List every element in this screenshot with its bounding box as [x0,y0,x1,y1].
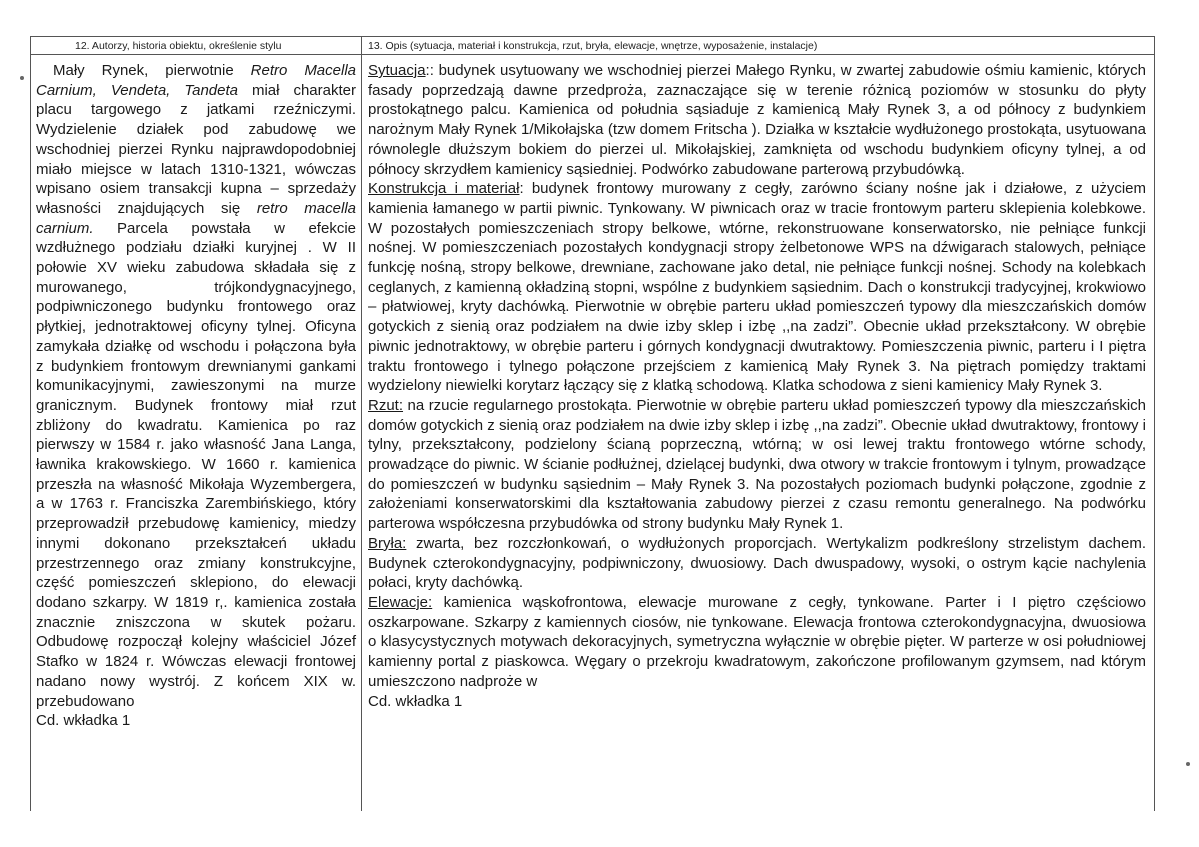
rzut-text: na rzucie regularnego prostokąta. Pierwotnie w obrębie parteru układ pomieszczeń typowy dla mieszczańskich domów gotyckich z sienią oraz podziałem na dwie izby sklep i izbę ,,na zadzi”. Obecnie układ dwutraktowy, frontowy i tylny, przekształcony, podzielony ścianą poprzeczną, wtórną; w osi lewej traktu frontowego wtórne schody, prowadzące do piwnic. W ścianie podłużnej, dzielącej budynki, dwa otwory w trakcie frontowym i tylnym, prowadzące do pomieszczeń w budynku sąsiednim – Mały Rynek 3. Na pozostałych poziomach budynki połączone, zgodnie z założeniami konserwatorskimi dla kształtowania zabudowy pierzei z czasu remontu generalnego. Na podwórku parterowa współczesna przybudówka od strony budynku Mały Rynek 1. [368,396,1146,533]
section-konstrukcja [368,179,1146,396]
sytuacja-text: :: budynek usytuowany we wschodniej pierzei Małego Rynku, w zwartej zabudowie ośmiu kamienic, których fasady poprzedzają dawne przedproża, zaznaczające się w terenie różnicą poziomów w stosunku do płyty prostokątnego palcu. Kamienica od południa sąsiaduje z kamienicą Mały Rynek 3, a od północy z budynkiem narożnym Mały Rynek 1/Mikołajska (tzw domem Fritscha ). Działka w kształcie wydłużonego prostokąta, usytuowana równolegle dłuższym bokiem do pierzei ul. Mikołajskiej, zamknięta od wschodu budynkiem oficyny tylnej, a od północy skrzydłem kamienicy sąsiedniej. Podwórko zabudowane parterową przybudówką. [368,62,1146,178]
history-text-retro-macella: retro macella carnium. [36,199,356,237]
top-rule [30,36,1155,37]
right-column-header: 13. Opis (sytuacja, materiał i konstrukcja, rzut, bryła, elewacje, wnętrze, wyposażenie, instalacje) [368,40,818,52]
section-rzut [368,396,1146,534]
elewacje-label: Elewacje: [368,593,433,611]
scan-speck [1186,762,1190,766]
history-continuation: Cd. wkładka 1 [36,712,131,730]
left-column-header: 12. Autorzy, historia obiektu, określenie stylu [75,40,282,52]
konstrukcja-text: : budynek frontowy murowany z cegły, zarówno ściany nośne jak i działowe, z użyciem kamienia łamanego w partii piwnic. Tynkowany. W piwnicach oraz w tracie frontowym parteru sklepienia kolebkowe. W pozostałych pomieszczeniach stropy belkowe, wtórne, rekonstruowane konserwatorsko, nie pełniące funkcji nośnej. W pomieszczeniach pozostałych kondygnacji stropy żelbetonowe WPS na dźwigarach stalowych, pełniące funkcję nośną, stropy belkowe, drewniane, zachowane jako detal, nie pełniące funkcji nośnej. Schody na kolebkach ceglanych, z kamienną okładziną stopni, wspólne z budynkiem sąsiednim. Dach o konstrukcji tradycyjnej, krokwiowo – płatwiowej, kryty dachówką. Pierwotnie w obrębie parteru układ pomieszczeń typowy dla mieszczańskich domów gotyckich z sienią oraz podziałem na dwie izby sklep i izbę ,,na zadzi”. Obecnie układ przekształcony. W obrębie piwnic jednotraktowy, w obrębie parteru i górnych kondygnacji dwutraktowy. Pomieszczenia piwnic, parteru i I piętra traktu frontowego i tylnego połączone przejściem z kamienicą Mały Rynek 3. Na piętrach pomiędzy traktami wydzielony niewielki korytarz łączący się z klatką schodową. Klatka schodowa z sieni kamienicy Mały Rynek 3. [368,180,1146,395]
description-column [368,61,1146,711]
section-elewacje [368,593,1146,692]
rzut-label: Rzut: [368,396,404,414]
history-text-main: Parcela powstała w efekcie wzdłużnego podziału działki kuryjnej . W II połowie XV wieku zabudowa składała się z murowanego, trójkondygnacyjnego, podpiwniczonego budynku frontowego oraz płytkiej, jednotraktowej oficyny tylnej. Oficyna zamykała działkę od wschodu i połączona była z budynkiem frontowym drewnianymi gankami komunikacyjnymi, zawieszonymi na murze granicznym. Budynek frontowy miał rzut zbliżony do kwadratu. Kamienica po raz pierwszy w 1584 r. jako własność Jana Langa, ławnika krakowskiego. W 1660 r. kamienica przeszła na własność Mikołaja Wyzembergera, a w 1763 r. Franciszka Zarembińskiego, który przeprowadził przebudowę kamienicy, miedzy innymi dokonano przekształceń układu przestrzennego oraz zmiany konstrukcyjne, część pomieszczeń sklepiono, do elewacji dodano szkarpy. W 1819 r,. kamienica została znacznie zniszczona w skutek pożaru. Odbudowę rozpoczął kolejny właściciel Józef Stafko w 1824 r. Wówczas elewacji frontowej nadano nowy wystrój. Z końcem XIX w. przebudowano [36,219,356,710]
konstrukcja-label: Konstrukcja i materiał [368,180,520,198]
scan-speck [20,76,24,80]
history-column [36,61,356,731]
sytuacja-label: Sytuacja [368,62,426,79]
description-continuation: Cd. wkładka 1 [368,692,463,710]
bryla-label: Bryła: [368,534,407,552]
history-text-intro: Mały Rynek, pierwotnie [52,62,251,79]
column-divider [361,36,362,811]
bryla-text: zwarta, bez rozczłonkowań, o wydłużonych proporcjach. Wertykalizm podkreślony strzelistym dachem. Budynek czterokondygnacyjny, podpiwniczony, dwuosiowy. Dach dwuspadowy, wysoki, o ostrym kącie nachylenia połaci, kryty dachówką. [368,534,1146,592]
header-rule [30,54,1155,55]
history-text-historic-names: Retro Macella Carnium, Vendeta, Tandeta [36,62,356,99]
history-text-body: miał charakter placu targowego z jatkami rzeźniczymi. Wydzielenie działek pod zabudowę we wschodniej pierzei Rynku najprawdopodobniej miało miejsce w latach 1310-1321, wówczas wpisano osiem transakcji kupna – sprzedaży własności znajdujących się [36,81,356,217]
right-border [1154,36,1155,811]
elewacje-text: kamienica wąskofrontowa, elewacje murowane z cegły, tynkowane. Parter i I piętro częściowo oszkarpowane. Szkarpy z kamiennych ciosów, nie tynkowane. Elewacja frontowa czterokondygnacyjna, dwuosiowa o klasycystycznych motywach dekoracyjnych, symetryczna wyłącznie w obrębie pięter. W parterze w osi południowej kamienny portal z piaskowca. Węgary o przekroju kwadratowym, zakończone profilowanym gzymsem, nad którym umieszczono nadproże w [368,593,1146,690]
history-paragraph [36,61,356,711]
left-border [30,36,31,811]
section-sytuacja [368,61,1146,179]
section-bryla [368,534,1146,593]
